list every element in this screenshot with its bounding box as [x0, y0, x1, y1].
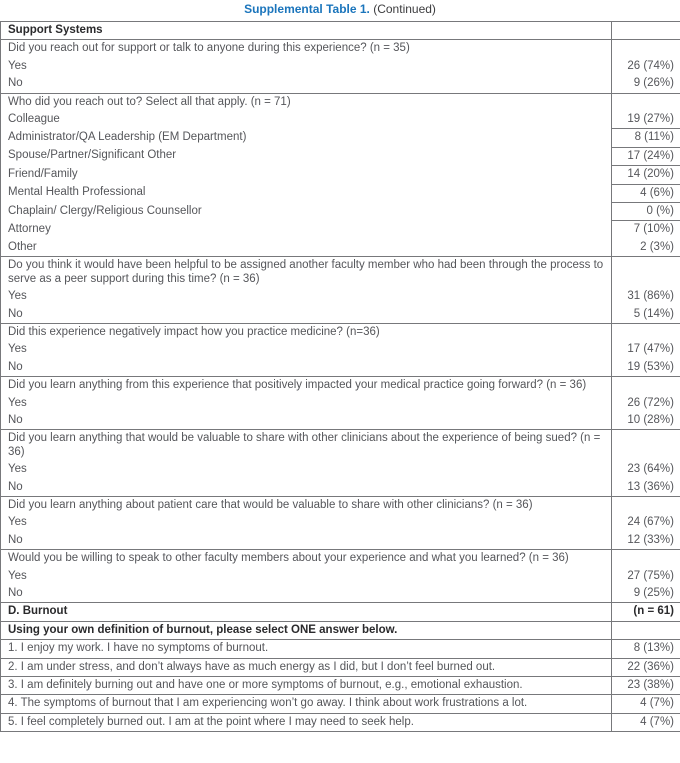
row-value: 10 (28%) — [612, 412, 680, 430]
table-row — [1, 166, 680, 184]
supplemental-table — [0, 21, 680, 732]
row-label: Colleague — [8, 113, 60, 126]
row-label: Other — [1, 239, 612, 257]
table-body — [1, 22, 680, 732]
page-title — [0, 0, 680, 21]
table-row — [1, 695, 680, 713]
table-row — [1, 677, 680, 695]
table-row — [1, 203, 680, 221]
table-row — [1, 22, 680, 40]
table-row — [1, 40, 680, 58]
row-label: 5. I feel completely burned out. I am at the point where I may need to seek help. — [1, 713, 612, 731]
row-value: 19 (27%) — [612, 111, 680, 129]
row-value: 19 (53%) — [612, 359, 680, 377]
row-value: 31 (86%) — [612, 288, 680, 305]
row-value: 8 (13%) — [612, 640, 680, 658]
row-label: Did you learn anything about patient care that would be valuable to share with other clinicians? (n = 36) — [8, 498, 533, 511]
row-value: 22 (36%) — [612, 658, 680, 676]
row-value: 17 (24%) — [612, 147, 680, 165]
table-row — [1, 377, 680, 395]
table-row — [1, 129, 680, 147]
row-value: 26 (72%) — [612, 395, 680, 412]
table-row — [1, 713, 680, 731]
table-row — [1, 461, 680, 478]
table-row — [1, 640, 680, 658]
row-value: 9 (26%) — [612, 75, 680, 93]
table-row — [1, 550, 680, 568]
table-row — [1, 395, 680, 412]
table-row — [1, 479, 680, 497]
row-value: 2 (3%) — [612, 239, 680, 257]
row-label: Did you learn anything that would be valuable to share with other clinicians about the experience of being sued? (n = 36) — [8, 432, 601, 458]
row-label: Would you be willing to speak to other faculty members about your experience and what you learned? (n = 36) — [8, 552, 569, 565]
row-label: Yes — [8, 396, 27, 409]
row-value: 0 (%) — [612, 203, 680, 221]
table-row — [1, 257, 680, 288]
table-row — [1, 496, 680, 514]
row-label: Yes — [8, 463, 27, 476]
row-value: 9 (25%) — [612, 585, 680, 603]
table-row — [1, 221, 680, 239]
table-row — [1, 621, 680, 639]
row-label: Administrator/QA Leadership (EM Department) — [8, 130, 247, 143]
row-label: No — [1, 479, 612, 497]
row-label: 3. I am definitely burning out and have one or more symptoms of burnout, e.g., emotional exhaustion. — [1, 677, 612, 695]
row-label: Yes — [8, 59, 27, 72]
table-title-label: Supplemental Table 1. — [244, 2, 370, 16]
row-value: 4 (7%) — [612, 695, 680, 713]
row-value — [612, 40, 680, 58]
table-row — [1, 184, 680, 202]
row-label: D. Burnout — [1, 603, 612, 621]
table-row — [1, 288, 680, 305]
table-row — [1, 568, 680, 585]
row-label: Spouse/Partner/Significant Other — [8, 149, 177, 162]
row-label: Yes — [8, 290, 27, 303]
row-value: 23 (38%) — [612, 677, 680, 695]
row-value — [612, 550, 680, 568]
table-row — [1, 532, 680, 550]
row-label: Who did you reach out to? Select all that apply. (n = 71) — [8, 95, 291, 108]
table-row — [1, 430, 680, 461]
row-value: 12 (33%) — [612, 532, 680, 550]
table-row — [1, 323, 680, 341]
table-row — [1, 93, 680, 111]
row-value: 24 (67%) — [612, 514, 680, 531]
row-label: No — [1, 532, 612, 550]
table-row — [1, 585, 680, 603]
row-value — [612, 257, 680, 288]
row-value: 4 (6%) — [612, 184, 680, 202]
row-value — [612, 93, 680, 111]
row-label: Did this experience negatively impact how you practice medicine? (n=36) — [8, 325, 380, 338]
row-value: 27 (75%) — [612, 568, 680, 585]
row-label: No — [1, 412, 612, 430]
row-label: No — [1, 359, 612, 377]
row-label: 2. I am under stress, and don’t always have as much energy as I did, but I don’t feel burned out. — [1, 658, 612, 676]
row-value — [612, 496, 680, 514]
row-label: Chaplain/ Clergy/Religious Counsellor — [8, 204, 202, 217]
row-label: Yes — [8, 569, 27, 582]
table-row — [1, 239, 680, 257]
table-row — [1, 306, 680, 324]
table-row — [1, 75, 680, 93]
row-label: Friend/Family — [8, 167, 78, 180]
row-value: 7 (10%) — [612, 221, 680, 239]
row-value: 26 (74%) — [612, 58, 680, 75]
row-label: Attorney — [8, 222, 51, 235]
row-value — [612, 621, 680, 639]
table-title-continued: (Continued) — [373, 2, 436, 16]
table-row — [1, 359, 680, 377]
row-value: (n = 61) — [612, 603, 680, 621]
row-value: 23 (64%) — [612, 461, 680, 478]
row-label: Yes — [8, 516, 27, 529]
table-row — [1, 514, 680, 531]
row-label: 4. The symptoms of burnout that I am experiencing won’t go away. I think about work frustrations a lot. — [1, 695, 612, 713]
row-label: Mental Health Professional — [8, 186, 146, 199]
table-row — [1, 603, 680, 621]
row-value: 14 (20%) — [612, 166, 680, 184]
row-label: 1. I enjoy my work. I have no symptoms of burnout. — [1, 640, 612, 658]
row-value: 13 (36%) — [612, 479, 680, 497]
row-label: Did you reach out for support or talk to anyone during this experience? (n = 35) — [8, 42, 410, 55]
row-value — [612, 430, 680, 461]
table-row — [1, 412, 680, 430]
table-row — [1, 658, 680, 676]
row-label: Yes — [8, 343, 27, 356]
row-label: No — [1, 75, 612, 93]
row-value: 8 (11%) — [612, 129, 680, 147]
row-label: No — [1, 585, 612, 603]
row-label: Do you think it would have been helpful to be assigned another faculty member who had been through the process to serve as a peer support during this time? (n = 36) — [8, 259, 604, 285]
row-label: No — [1, 306, 612, 324]
row-value — [612, 377, 680, 395]
row-label: Support Systems — [1, 22, 612, 40]
row-value — [612, 22, 680, 40]
row-value: 17 (47%) — [612, 341, 680, 358]
table-row — [1, 147, 680, 165]
row-value: 4 (7%) — [612, 713, 680, 731]
table-row — [1, 111, 680, 129]
row-value: 5 (14%) — [612, 306, 680, 324]
table-row — [1, 341, 680, 358]
row-label: Using your own definition of burnout, please select ONE answer below. — [1, 621, 612, 639]
row-value — [612, 323, 680, 341]
row-label: Did you learn anything from this experience that positively impacted your medical practice going forward? (n = 36) — [8, 379, 587, 392]
table-row — [1, 58, 680, 75]
